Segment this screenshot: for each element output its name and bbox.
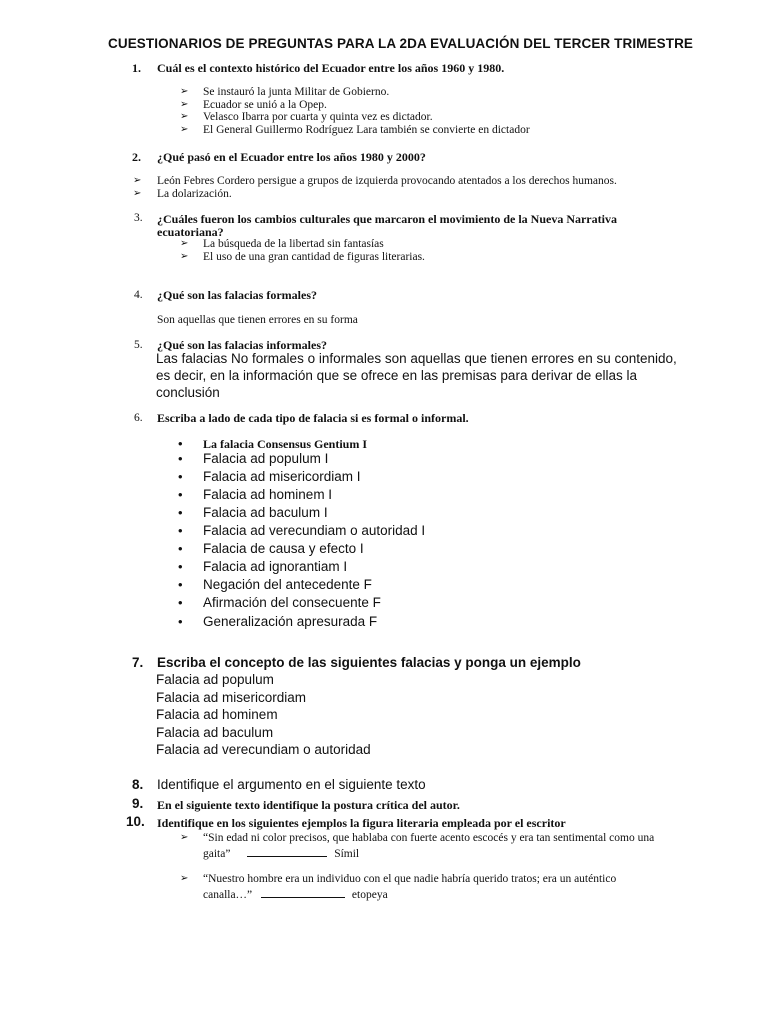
question-text: ¿Cuáles fueron los cambios culturales que marcaron el movimiento de la Nueva Narrativa <box>157 212 617 226</box>
fallacy-item: Falacia ad populum <box>156 672 274 687</box>
question-number: 10. <box>126 814 145 829</box>
dot-bullet-icon: • <box>178 451 183 466</box>
fallacy-item: Falacia ad populum I <box>203 451 329 466</box>
answer-blank-line[interactable] <box>247 846 327 857</box>
fallacy-item: Generalización apresurada F <box>203 614 378 629</box>
answer-item: El General Guillermo Rodríguez Lara también se convierte en dictador <box>203 124 530 136</box>
question-text: Escriba a lado de cada tipo de falacia si es formal o informal. <box>157 411 469 425</box>
answer-blank-line[interactable] <box>261 887 345 898</box>
example-text: “Nuestro hombre era un individuo con el que nadie habría querido tratos; era un auténtico <box>203 873 617 885</box>
arrow-bullet-icon: ➢ <box>180 99 189 110</box>
answer-item: La búsqueda de la libertad sin fantasías <box>203 238 384 250</box>
arrow-bullet-icon: ➢ <box>180 873 189 884</box>
fallacy-item: Falacia ad misericordiam I <box>203 469 361 484</box>
question-number: 3. <box>134 212 143 224</box>
fallacy-item: Falacia ad misericordiam <box>156 690 307 705</box>
arrow-bullet-icon: ➢ <box>180 238 189 249</box>
question-number: 8. <box>132 777 144 792</box>
arrow-bullet-icon: ➢ <box>180 124 189 135</box>
fallacy-item: Falacia ad baculum I <box>203 505 328 520</box>
dot-bullet-icon: • <box>178 559 183 574</box>
dot-bullet-icon: • <box>178 523 183 538</box>
answer-item: La dolarización. <box>157 188 232 200</box>
answer-item: Ecuador se unió a la Opep. <box>203 99 327 111</box>
question-number: 2. <box>132 150 141 164</box>
fallacy-item: Falacia ad verecundiam o autoridad I <box>203 523 426 538</box>
fallacy-item: Falacia de causa y efecto I <box>203 541 364 556</box>
question-text: Escriba el concepto de las siguientes falacias y ponga un ejemplo <box>157 655 581 670</box>
example-text: “Sin edad ni color precisos, que hablaba con fuerte acento escocés y era tan sentimental como una <box>203 832 655 844</box>
question-number: 5. <box>134 339 143 351</box>
dot-bullet-icon: • <box>178 469 183 484</box>
dot-bullet-icon: • <box>178 595 183 610</box>
fallacy-item: Afirmación del consecuente F <box>203 595 381 610</box>
answer-line: conclusión <box>156 385 220 400</box>
answer-line: Las falacias No formales o informales son aquellas que tienen errores en su contenido, <box>156 351 677 366</box>
dot-bullet-icon: • <box>178 541 183 556</box>
document-title: CUESTIONARIOS DE PREGUNTAS PARA LA 2DA EVALUACIÓN DEL TERCER TRIMESTRE <box>108 36 694 51</box>
answer-item: Se instauró la junta Militar de Gobierno. <box>203 86 390 98</box>
arrow-bullet-icon: ➢ <box>133 175 142 186</box>
question-text: Identifique el argumento en el siguiente texto <box>157 777 426 792</box>
dot-bullet-icon: • <box>178 614 183 629</box>
question-text: ¿Qué son las falacias informales? <box>157 338 327 352</box>
question-number: 7. <box>132 655 144 670</box>
question-text: ¿Qué pasó en el Ecuador entre los años 1980 y 2000? <box>157 150 426 164</box>
arrow-bullet-icon: ➢ <box>180 832 189 843</box>
dot-bullet-icon: • <box>178 436 183 451</box>
answer-item: León Febres Cordero persigue a grupos de izquierda provocando atentados a los derechos humanos. <box>157 175 617 187</box>
arrow-bullet-icon: ➢ <box>133 188 142 199</box>
arrow-bullet-icon: ➢ <box>180 251 189 262</box>
fallacy-item: Falacia ad baculum <box>156 725 274 740</box>
question-number: 1. <box>132 61 141 75</box>
question-text: Cuál es el contexto histórico del Ecuador entre los años 1960 y 1980. <box>157 61 505 75</box>
question-text: Identifique en los siguientes ejemplos la figura literaria empleada por el escritor <box>157 816 566 830</box>
fallacy-item: La falacia Consensus Gentium I <box>203 437 368 451</box>
arrow-bullet-icon: ➢ <box>180 86 189 97</box>
example-quote-end: gaita” <box>203 848 231 860</box>
dot-bullet-icon: • <box>178 577 183 592</box>
example-text-continued <box>203 846 359 860</box>
answer-text: Son aquellas que tienen errores en su forma <box>157 314 358 326</box>
answer-line: es decir, en la información que se ofrece en las premisas para derivar de ellas la <box>156 368 638 383</box>
example-answer: Símil <box>334 848 360 860</box>
question-number: 4. <box>134 289 143 301</box>
answer-item: Velasco Ibarra por cuarta y quinta vez es dictador. <box>203 111 433 123</box>
question-number: 6. <box>134 412 143 424</box>
example-text-continued <box>203 887 388 901</box>
question-text: En el siguiente texto identifique la postura crítica del autor. <box>157 798 460 812</box>
fallacy-item: Falacia ad ignorantiam I <box>203 559 348 574</box>
fallacy-item: Negación del antecedente F <box>203 577 372 592</box>
question-number: 9. <box>132 796 144 811</box>
fallacy-item: Falacia ad hominem I <box>203 487 333 502</box>
answer-item: El uso de una gran cantidad de figuras literarias. <box>203 251 425 263</box>
question-text: ¿Qué son las falacias formales? <box>157 288 317 302</box>
fallacy-item: Falacia ad verecundiam o autoridad <box>156 742 371 757</box>
dot-bullet-icon: • <box>178 505 183 520</box>
fallacy-item: Falacia ad hominem <box>156 707 278 722</box>
arrow-bullet-icon: ➢ <box>180 111 189 122</box>
dot-bullet-icon: • <box>178 487 183 502</box>
example-quote-end: canalla…” <box>203 889 253 901</box>
question-text-continued: ecuatoriana? <box>157 225 224 239</box>
example-answer: etopeya <box>351 889 388 901</box>
